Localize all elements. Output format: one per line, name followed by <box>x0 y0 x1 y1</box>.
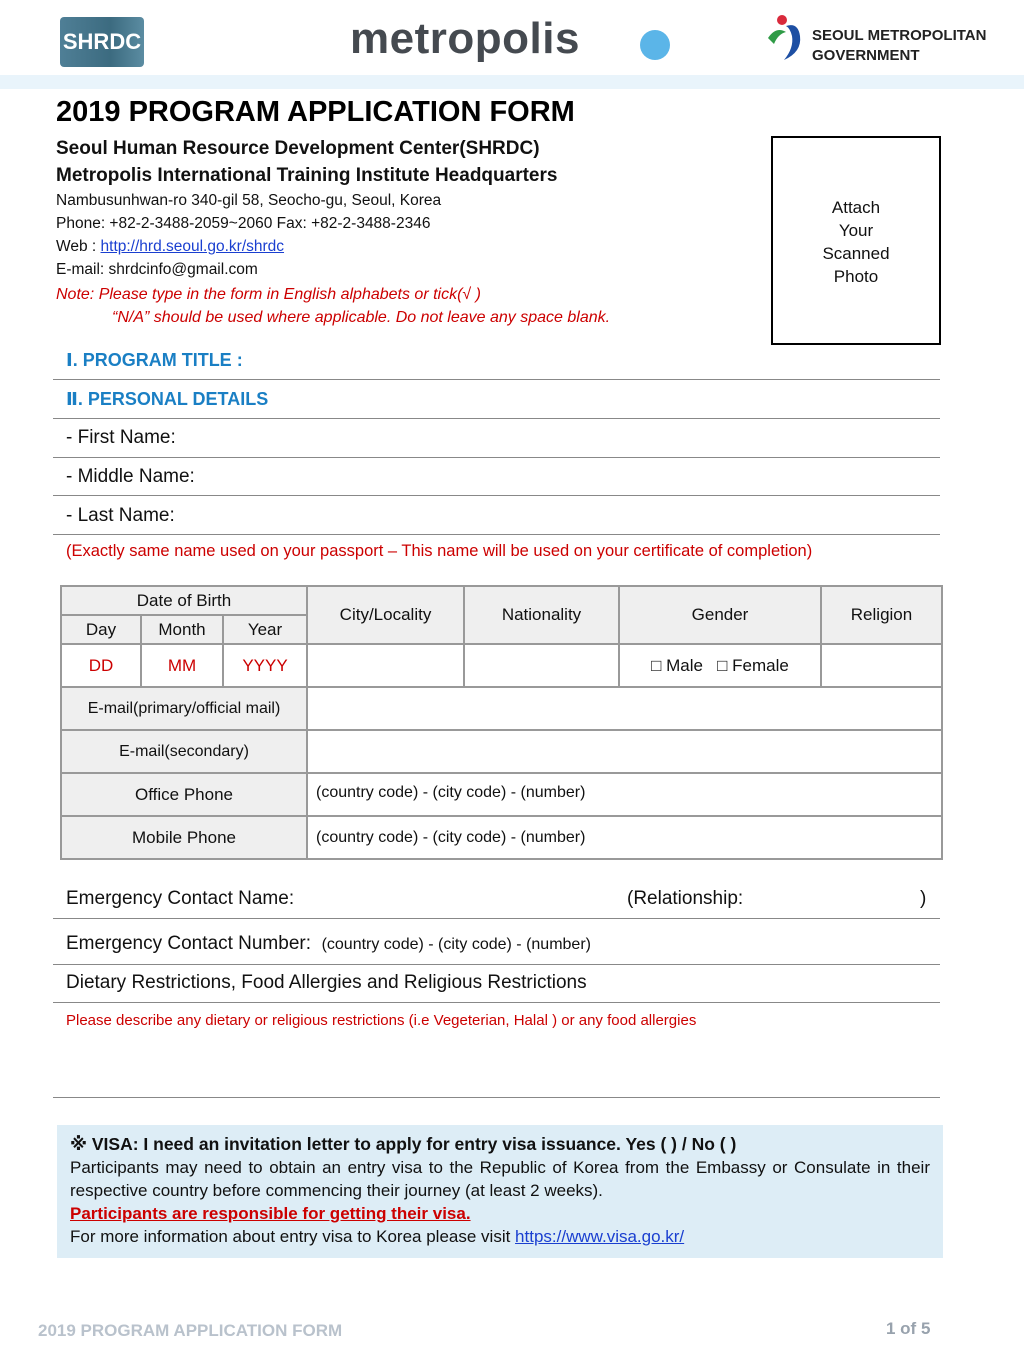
religion-header: Religion <box>821 586 942 644</box>
office-phone-label: Office Phone <box>61 773 307 816</box>
page-number: 1 of 5 <box>886 1319 931 1338</box>
visa-heading[interactable]: ※ VISA: I need an invitation letter to apply for entry visa issuance. Yes ( ) / No ( ) <box>70 1134 737 1154</box>
divider <box>53 457 940 458</box>
relationship-close: ) <box>920 888 927 909</box>
shrdc-logo: SHRDC <box>60 17 144 67</box>
section-personal-details: Ⅱ. PERSONAL DETAILS <box>66 389 269 409</box>
emergency-contact-name[interactable]: Emergency Contact Name: <box>66 888 295 909</box>
personal-info-table <box>60 585 943 860</box>
visa-body: Participants may need to obtain an entry visa to the Republic of Korea from the Embassy or Consulate in their respective country before commencing their journey (at least 2 weeks). <box>70 1158 930 1200</box>
year-input[interactable]: YYYY <box>223 644 307 687</box>
emergency-number-format: (country code) - (city code) - (number) <box>321 936 591 953</box>
photo-text-2: Your <box>838 221 874 240</box>
divider <box>53 964 940 965</box>
org-name-line2: Metropolis International Training Institute Headquarters <box>56 165 558 186</box>
nationality-input[interactable] <box>464 644 619 687</box>
month-input[interactable]: MM <box>141 644 223 687</box>
seoul-government-logo-icon <box>764 12 808 62</box>
org-address: Nambusunhwan-ro 340-gil 58, Seocho-gu, Seoul, Korea <box>56 192 442 209</box>
visa-box <box>57 1125 943 1258</box>
form-title: 2019 PROGRAM APPLICATION FORM <box>56 96 575 128</box>
religion-input[interactable] <box>821 644 942 687</box>
day-input[interactable]: DD <box>61 644 141 687</box>
photo-text-1: Attach <box>831 198 881 217</box>
note-line1: Note: Please type in the form in English alphabets or tick(√ ) <box>56 286 481 303</box>
org-name-line1: Seoul Human Resource Development Center(SHRDC) <box>56 138 540 159</box>
relationship-label[interactable]: (Relationship: <box>627 888 744 909</box>
web-label: Web : <box>56 238 101 255</box>
last-name-field[interactable]: - Last Name: <box>66 505 175 526</box>
org-email: E-mail: shrdcinfo@gmail.com <box>56 261 258 278</box>
divider <box>53 418 940 419</box>
mobile-phone-label: Mobile Phone <box>61 816 307 859</box>
divider <box>53 534 940 535</box>
visa-more-info: For more information about entry visa to Korea please visit <box>70 1227 516 1246</box>
visa-content <box>70 1133 930 1248</box>
divider <box>53 1097 940 1098</box>
web-link[interactable]: http://hrd.seoul.go.kr/shrdc <box>100 238 285 255</box>
emergency-number-label: Emergency Contact Number: <box>66 933 311 954</box>
note-line2: “N/A” should be used where applicable. Do not leave any space blank. <box>112 309 611 326</box>
dietary-note: Please describe any dietary or religious restrictions (i.e Vegeterian, Halal ) or any food allergies <box>66 1012 697 1029</box>
photo-instruction <box>773 196 939 288</box>
city-input[interactable] <box>307 644 464 687</box>
first-name-field[interactable]: - First Name: <box>66 427 176 448</box>
office-phone-input[interactable]: (country code) - (city code) - (number) <box>307 773 942 816</box>
dietary-input[interactable] <box>66 1035 936 1090</box>
divider <box>53 495 940 496</box>
middle-name-field[interactable]: - Middle Name: <box>66 466 195 487</box>
mobile-phone-input[interactable]: (country code) - (city code) - (number) <box>307 816 942 859</box>
month-header: Month <box>141 615 223 644</box>
metropolis-logo: metropolis <box>350 14 580 63</box>
section-program-title: Ⅰ. PROGRAM TITLE : <box>66 350 243 370</box>
email-secondary-label: E-mail(secondary) <box>61 730 307 773</box>
email-primary-label: E-mail(primary/official mail) <box>61 687 307 730</box>
org-web <box>56 235 284 258</box>
name-note: (Exactly same name used on your passport – This name will be used on your certificate of completion) <box>66 542 813 560</box>
photo-text-3: Scanned <box>822 244 890 263</box>
female-checkbox[interactable]: □ Female <box>717 655 789 675</box>
photo-box[interactable] <box>771 136 941 345</box>
email-secondary-input[interactable] <box>307 730 942 773</box>
footer-title: 2019 PROGRAM APPLICATION FORM <box>38 1321 343 1340</box>
divider <box>53 379 940 380</box>
divider <box>53 918 940 919</box>
seoul-text-line1: SEOUL METROPOLITAN <box>812 27 987 44</box>
gender-header: Gender <box>619 586 821 644</box>
visa-responsible: Participants are responsible for getting their visa. <box>70 1204 471 1223</box>
visa-link[interactable]: https://www.visa.go.kr/ <box>515 1227 685 1246</box>
photo-text-4: Photo <box>833 267 879 286</box>
city-header: City/Locality <box>307 586 464 644</box>
male-checkbox[interactable]: □ Male <box>651 655 703 675</box>
dietary-title: Dietary Restrictions, Food Allergies and Religious Restrictions <box>66 972 587 993</box>
emergency-contact-number[interactable] <box>66 933 591 955</box>
seoul-text-line2: GOVERNMENT <box>812 47 920 64</box>
seoul-government-text <box>812 26 986 66</box>
email-primary-input[interactable] <box>307 687 942 730</box>
gender-options <box>619 644 821 687</box>
metropolis-dot-icon <box>640 30 670 60</box>
year-header: Year <box>223 615 307 644</box>
divider <box>53 1002 940 1003</box>
nationality-header: Nationality <box>464 586 619 644</box>
header-band <box>0 75 1024 89</box>
day-header: Day <box>61 615 141 644</box>
dob-header: Date of Birth <box>61 586 307 615</box>
org-phone: Phone: +82-2-3488-2059~2060 Fax: +82-2-3488-2346 <box>56 215 431 232</box>
